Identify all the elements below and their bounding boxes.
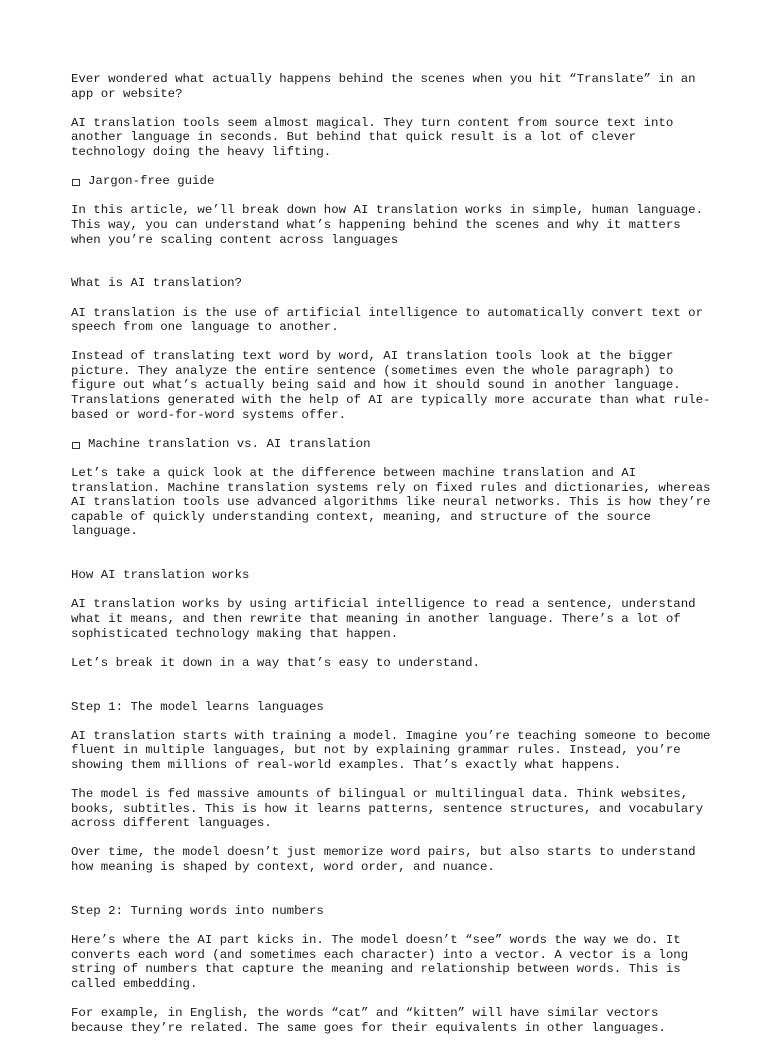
paragraph: Let’s take a quick look at the difference between machine translation and AI translation. Machine translation systems rely on fixed rules and dictionaries, whereas AI translation tools use advanced algorithms like neural networks. This is how they’re capable of quickly understanding context, meaning, and structure of the source language. [71,466,711,539]
intro-paragraph: Ever wondered what actually happens behind the scenes when you hit “Translate” in an app or website? [71,72,696,101]
paragraph: Instead of translating text word by word, AI translation tools look at the bigger picture. They analyze the entire sentence (sometimes even the whole paragraph) to figure out what’s actually being said and how it should sound in another language. Translations generated with the help of AI are typically more accurate than what rule-based or word-for-word systems offer. [71,349,711,422]
paragraph: AI translation starts with training a model. Imagine you’re teaching someone to become fluent in multiple languages, but not by explaining grammar rules. Instead, you’re showing them millions of real-world examples. That’s exactly what happens. [71,728,711,772]
paragraph: For example, in English, the words “cat” and “kitten” will have similar vectors because they’re related. The same goes for their equivalents in other languages. [71,1006,666,1035]
bullet-label: Machine translation vs. AI translation [88,436,371,451]
section-heading: What is AI translation? [71,276,243,291]
paragraph: Over time, the model doesn’t just memorize word pairs, but also starts to understand how meaning is shaped by context, word order, and nuance. [71,845,696,875]
paragraph: AI translation tools seem almost magical. They turn content from source text into another language in seconds. But behind that quick result is a lot of clever technology doing the heavy lifting. [71,115,674,159]
paragraph: Let’s break it down in a way that’s easy to understand. [71,655,480,670]
bullet-label: Jargon-free guide [88,174,215,189]
section-how-it-works [71,554,711,642]
bullet-item [71,174,711,189]
bullet-item [71,437,711,452]
paragraph: The model is fed massive amounts of bilingual or multilingual data. Think websites, books, subtitles. This is how it learns patterns, sentence structures, and vocabulary across different languages. [71,787,704,831]
document-body [71,72,711,1050]
paragraph: Here’s where the AI part kicks in. The model doesn’t “see” words the way we do. It converts each word (and sometimes each character) into a vector. A vector is a long string of numbers that capture the meaning and relationship between words. This is called embedding. [71,933,689,991]
section-step-1 [71,685,711,773]
square-bullet-icon [72,179,80,186]
paragraph: AI translation works by using artificial intelligence to read a sentence, understand what it means, and then rewrite that meaning in another language. There’s a lot of sophisticated technology making that happen. [71,597,696,641]
paragraph: In this article, we’ll break down how AI translation works in simple, human language. This way, you can understand what’s happening behind the scenes and why it matters when you’re scaling content across languages [71,203,704,247]
square-bullet-icon [72,442,80,449]
section-heading: How AI translation works [71,568,250,583]
section-what-is [71,262,711,335]
section-heading: Step 2: Turning words into numbers [71,903,324,918]
section-heading: Step 1: The model learns languages [71,699,324,714]
paragraph: AI translation is the use of artificial intelligence to automatically convert text or speech from one language to another. [71,305,704,335]
section-step-2 [71,889,711,991]
